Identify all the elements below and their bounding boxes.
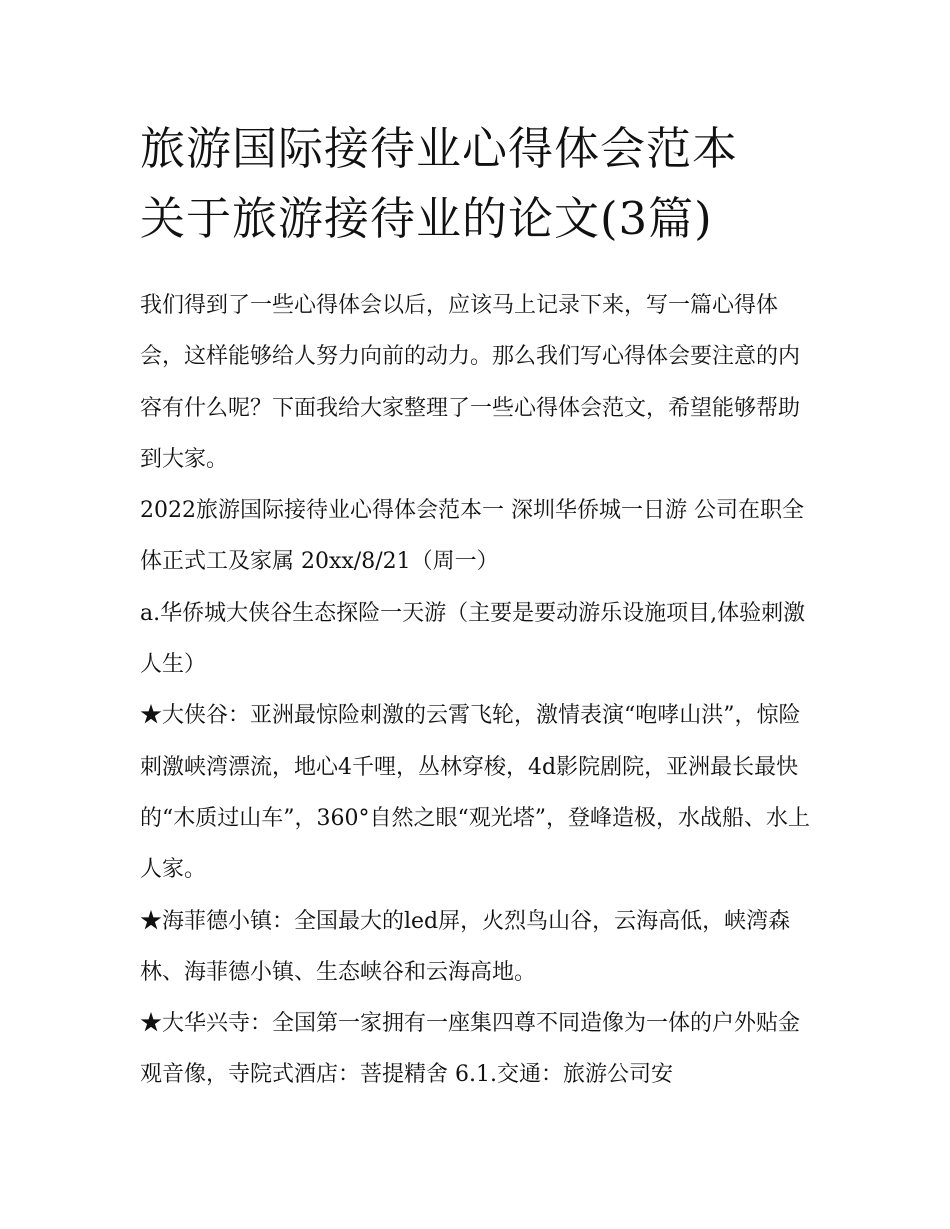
itinerary-paragraph: a.华侨城大侠谷生态探险一天游（主要是要动游乐设施项目,体验刺激人生） (140, 600, 806, 678)
document-body (140, 280, 815, 1101)
dahuaxing-paragraph: ★大华兴寺：全国第一家拥有一座集四尊不同造像为一体的户外贴金观音像，寺院式酒店：菩提精舍 6.1.交通：旅游公司安 (140, 1011, 801, 1088)
haifeide-paragraph: ★海菲德小镇：全国最大的led屏，火烈鸟山谷，云海高低，峡湾森林、海菲德小镇、生态峡谷和云海高地。 (140, 908, 791, 985)
title-line-2: 关于旅游接待业的论文(3篇) (140, 192, 713, 245)
document-title (140, 114, 820, 254)
intro-paragraph: 我们得到了一些心得体会以后，应该马上记录下来，写一篇心得体会，这样能够给人努力向前的动力。那么我们写心得体会要注意的内容有什么呢？下面我给大家整理了一些心得体会范文，希望能够帮助到大家。 (140, 293, 801, 472)
title-line-1: 旅游国际接待业心得体会范本 (140, 122, 739, 175)
event-info-paragraph: 2022旅游国际接待业心得体会范本一 深圳华侨城一日游 公司在职全体正式工及家属 20xx/8/21（周一） (140, 498, 804, 575)
daxiagu-paragraph: ★大侠谷：亚洲最惊险刺激的云霄飞轮，激情表演“咆哮山洪”，惊险刺激峡湾漂流，地心4千哩，丛林穿梭，4d影院剧院，亚洲最长最快的“木质过山车”，360°自然之眼“观光塔”，登峰造极，水战船、水上人家。 (140, 703, 810, 883)
